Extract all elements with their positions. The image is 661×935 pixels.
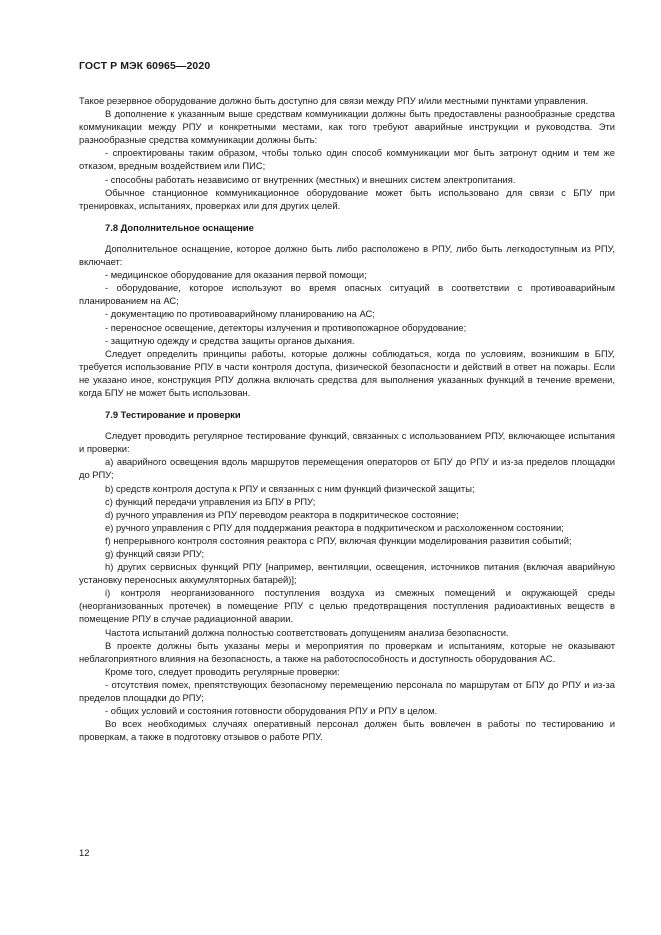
paragraph: - переносное освещение, детекторы излучения и противопожарное оборудование; bbox=[105, 321, 467, 333]
paragraph: i) контроля неорганизованного поступления воздуха из смежных помещений и окружающей среды (неорганизованных протечек) в помещение РПУ с целью предотвращения поступления радиоактивных веществ в помещение РПУ в случае радиационной аварии. bbox=[79, 587, 615, 625]
paragraph: g) функций связи РПУ; bbox=[105, 548, 205, 559]
paragraph: - общих условий и состояния готовности оборудования РПУ и РПУ в целом. bbox=[105, 705, 438, 717]
paragraph: c) функций передачи управления из БПУ в РПУ; bbox=[105, 495, 316, 507]
paragraph: - документацию по противоаварийному планированию на АС; bbox=[105, 308, 375, 320]
paragraph: - медицинское оборудование для оказания первой помощи; bbox=[105, 269, 367, 281]
page-number: 12 bbox=[79, 847, 90, 858]
paragraph: - защитную одежду и средства защиты органов дыхания. bbox=[105, 334, 355, 346]
section-heading: 7.8 Дополнительное оснащение bbox=[105, 221, 254, 233]
paragraph: Следует определить принципы работы, которые должны соблюдаться, когда по условиям, возникшим в БПУ, требуется использование РПУ в части контроля доступа, физической безопасности и действий в ответ на пожары. Если не указано иное, конструкция РПУ должна включать средства для выполнения указанных функций в течение времени, когда БПУ не может быть использован. bbox=[79, 347, 615, 398]
paragraph: Кроме того, следует проводить регулярные проверки: bbox=[105, 665, 340, 677]
paragraph: Дополнительное оснащение, которое должно быть либо расположено в РПУ, либо быть легкодоступным из РПУ, включает: bbox=[79, 242, 615, 268]
paragraph: e) ручного управления с РПУ для поддержания реактора в подкритическом и расхоложенном состоянии; bbox=[105, 521, 564, 533]
paragraph: f) непрерывного контроля состояния реактора с РПУ, включая функции моделирования развития событий; bbox=[105, 534, 572, 546]
paragraph: a) аварийного освещения вдоль маршрутов перемещения операторов от БПУ до РПУ и из-за пределов площадки до РПУ; bbox=[79, 456, 615, 481]
paragraph: h) других сервисных функций РПУ [например, вентиляции, освещения, источников питания (включая аварийную установку переносных аккумуляторных батарей)]; bbox=[79, 561, 615, 586]
paragraph: b) средств контроля доступа к РПУ и связанных с ним функций физической защиты; bbox=[105, 482, 475, 494]
paragraph: - способны работать независимо от внутренних (местных) и внешних систем электропитания. bbox=[105, 173, 516, 185]
paragraph: Во всех необходимых случаях оперативный персонал должен быть вовлечен в работы по тестированию и проверкам, а также в подготовку отзывов о работе РПУ. bbox=[79, 718, 615, 743]
document-header: ГОСТ Р МЭК 60965—2020 bbox=[79, 60, 211, 72]
paragraph: В дополнение к указанным выше средствам коммуникации должны быть предоставлены разнообразные средства коммуникации между РПУ и конкретными местами, как того требуют аварийные инструкции и руководства. Эти разнообразные средства коммуникации должны быть: bbox=[79, 108, 615, 146]
paragraph: - отсутствия помех, препятствующих безопасному перемещению персонала по маршрутам от БПУ до РПУ и из-за пределов площадки до РПУ; bbox=[79, 678, 615, 704]
paragraph: В проекте должны быть указаны меры и мероприятия по проверкам и испытаниям, которые не оказывают неблагоприятного влияния на безопасность, а также на работоспособность и доступность оборудования АС. bbox=[79, 639, 615, 664]
paragraph: - спроектированы таким образом, чтобы только один способ коммуникации мог быть затронут одним и тем же отказом, вредным воздействием или ПИС; bbox=[79, 147, 615, 172]
section-heading: 7.9 Тестирование и проверки bbox=[105, 409, 241, 421]
paragraph: Такое резервное оборудование должно быть доступно для связи между РПУ и/или местными пунктами управления. bbox=[79, 95, 589, 106]
paragraph: d) ручного управления из РПУ переводом реактора в подкритическое состояние; bbox=[105, 508, 459, 520]
paragraph: Следует проводить регулярное тестирование функций, связанных с использованием РПУ, включающее испытания и проверки: bbox=[79, 430, 615, 455]
paragraph: - оборудование, которое используют во время опасных ситуаций в соответствии с противоаварийным планированием на АС; bbox=[79, 282, 615, 307]
document-body bbox=[79, 94, 615, 743]
paragraph: Обычное станционное коммуникационное оборудование может быть использовано для связи с БПУ при тренировках, испытаниях, проверках или для других целей. bbox=[79, 186, 615, 211]
paragraph: Частота испытаний должна полностью соответствовать допущениям анализа безопасности. bbox=[105, 626, 509, 638]
